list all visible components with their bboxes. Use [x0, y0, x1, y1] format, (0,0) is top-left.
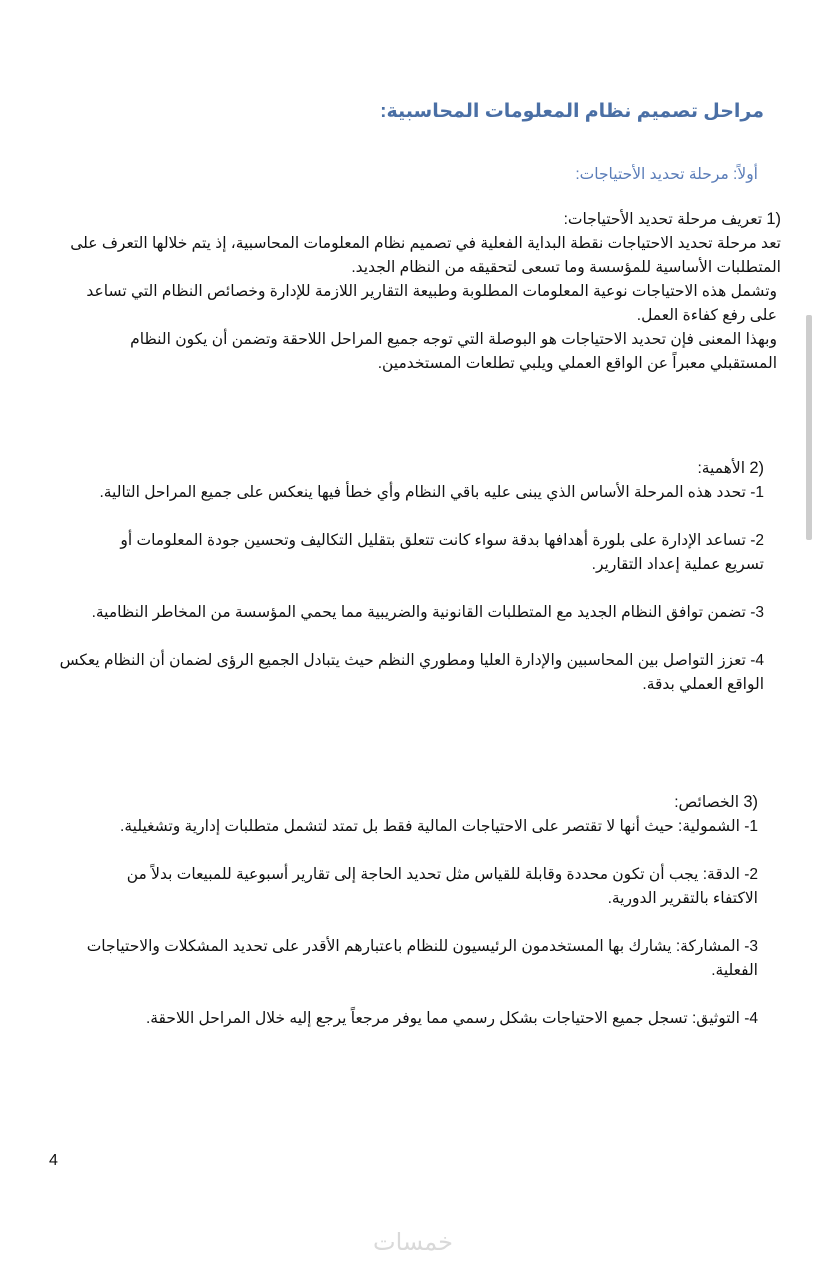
section-number: 1): [766, 210, 781, 228]
paragraph: وتشمل هذه الاحتياجات نوعية المعلومات المطلوبة وطبيعة التقارير اللازمة للإدارة وخصائص النظام التي تساعد على رفع كفاءة العمل.: [86, 283, 777, 324]
page-title: مراحل تصميم نظام المعلومات المحاسبية:: [380, 101, 764, 122]
section-number: 2): [749, 459, 764, 477]
section-heading-text: الخصائص:: [674, 794, 740, 811]
list-item: 4- التوثيق: تسجل جميع الاحتياجات بشكل رسمي مما يوفر مرجعاً يرجع إليه خلال المراحل اللاحقة.: [145, 1010, 758, 1027]
paragraph: وبهذا المعنى فإن تحديد الاحتياجات هو البوصلة التي توجه جميع المراحل اللاحقة وتضمن أن يكون النظام المستقبلي معبراً عن الواقع العملي ويلبي تطلعات المستخدمين.: [130, 331, 777, 372]
phase-subtitle: أولاً: مرحلة تحديد الأحتياجات:: [575, 166, 758, 183]
section-number: 3): [743, 793, 758, 811]
page-number: 4: [49, 1152, 58, 1169]
section-heading: [58, 456, 764, 481]
watermark-logo: خمسات: [372, 1229, 454, 1256]
list-item: 2- الدقة: يجب أن تكون محددة وقابلة للقياس مثل تحديد الحاجة إلى تقارير أسبوعية للمبيعات بدلاً من الاكتفاء بالتقرير الدورية.: [126, 866, 758, 907]
section-heading: [50, 790, 758, 815]
list-item: 1- تحدد هذه المرحلة الأساس الذي يبنى عليه باقي النظام وأي خطأ فيها ينعكس على جميع المراحل التالية.: [99, 484, 764, 501]
section-definition: [58, 207, 781, 376]
paragraph: تعد مرحلة تحديد الاحتياجات نقطة البداية الفعلية في تصميم نظام المعلومات المحاسبية، إذ يتم خلالها التعرف على المتطلبات الأساسية للمؤسسة وما تسعى لتحقيقه من النظام الجديد.: [70, 235, 781, 276]
list-item: 4- تعزز التواصل بين المحاسبين والإدارة العليا ومطوري النظم حيث يتبادل الجميع الرؤى لضمان أن النظام يعكس الواقع العملي بدقة.: [59, 652, 764, 693]
vertical-scrollbar-thumb[interactable]: [806, 315, 812, 540]
section-heading-text: تعريف مرحلة تحديد الأحتياجات:: [563, 211, 763, 228]
list-item: 3- تضمن توافق النظام الجديد مع المتطلبات القانونية والضريبية مما يحمي المؤسسة من المخاطر النظامية.: [91, 604, 764, 621]
list-item: 2- تساعد الإدارة على بلورة أهدافها بدقة سواء كانت تتعلق بتقليل التكاليف وتحسين جودة المعلومات أو تسريع عملية إعداد التقارير.: [120, 532, 764, 573]
section-importance: [58, 456, 764, 697]
section-heading: [58, 207, 781, 232]
list-item: 3- المشاركة: يشارك بها المستخدمون الرئيسيون للنظام باعتبارهم الأقدر على تحديد المشكلات والاحتياجات الفعلية.: [86, 938, 758, 979]
list-item: 1- الشمولية: حيث أنها لا تقتصر على الاحتياجات المالية فقط بل تمتد لتشمل متطلبات إدارية وتشغيلية.: [120, 818, 758, 835]
section-heading-text: الأهمية:: [697, 460, 746, 477]
section-characteristics: [50, 790, 764, 1031]
